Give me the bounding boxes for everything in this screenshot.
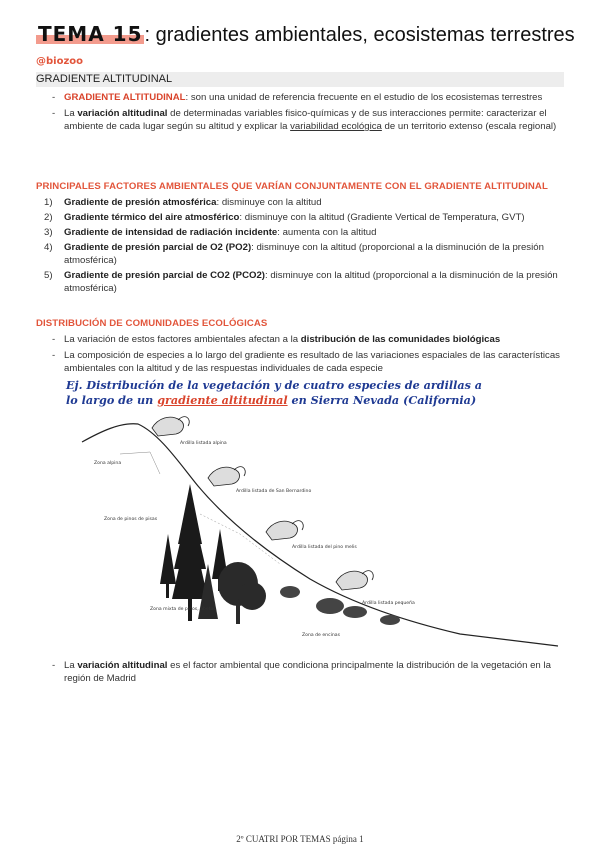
altitudinal-gradient-figure — [80, 414, 560, 650]
label-zone-alpine: Zona alpina — [94, 461, 122, 466]
factor-text: : disminuye con la altitud (proporcional a la disminución de la presión atmosférica) — [64, 242, 544, 266]
bullet-text: La composición de especies a lo largo del gradiente es resultado de las variaciones espaciales de las características ambientales con la altitud y de las respuestas individuales de cada especie — [64, 350, 560, 374]
bullet-text: de determinadas variables fisico-químicas y de sus interacciones permite: caracterizar el ambiente de cada lugar según su altitud y explicar la — [64, 108, 547, 132]
bullet-text: La — [64, 108, 78, 119]
squirrel-sanbernardino-icon — [208, 467, 245, 486]
squirrel-pine-icon — [266, 521, 303, 540]
section1-bullets — [52, 91, 564, 136]
author-handle: @biozoo — [36, 56, 84, 67]
section-heading-gradiente: GRADIENTE ALTITUDINAL — [36, 72, 564, 87]
conifer-trees — [160, 484, 228, 621]
page-footer: 2º CUATRI POR TEMAS página 1 — [236, 834, 364, 844]
underlined-term: variabilidad ecológica — [290, 121, 382, 132]
bullet-text: de un territorio extenso (escala regional) — [381, 121, 557, 132]
bullet-text: La — [64, 660, 78, 671]
caption-highlight: gradiente altitudinal — [157, 393, 288, 407]
factor-term: Gradiente de presión parcial de CO2 (PCO2) — [64, 270, 265, 281]
list-item — [52, 107, 564, 133]
title-tema: TEMA 15 — [38, 22, 143, 46]
label-squirrel-pine: Ardilla listada del pino melis — [292, 545, 357, 550]
factor-number: 3) — [44, 227, 53, 238]
mountain-slope — [82, 424, 558, 646]
figure-caption — [66, 378, 496, 408]
factor-term: Gradiente de presión parcial de O2 (PO2) — [64, 242, 252, 253]
factor-text: : disminuye con la altitud — [216, 197, 322, 208]
bullet-text: : son una unidad de referencia frecuente en el estudio de los ecosistemas terrestres — [185, 92, 543, 103]
factor-number: 5) — [44, 270, 53, 281]
factor-item-4 — [44, 241, 564, 267]
factor-number: 2) — [44, 212, 53, 223]
label-squirrel-small: Ardilla listada pequeña — [362, 601, 415, 606]
list-item — [52, 91, 564, 104]
squirrel-small-icon — [336, 571, 373, 590]
list-item — [52, 349, 564, 375]
bullet-text: es el factor ambiental que condiciona principalmente la distribución de la vegetación en la región de Madrid — [64, 660, 551, 684]
caption-text: Ej. Distribución de la vegetación y de cuatro especies de ardillas a lo largo de un — [66, 378, 483, 407]
term-distribucion: distribución de las comunidades biológicas — [300, 334, 501, 345]
bullet-text: La variación de estos factores ambientales afectan a la — [64, 334, 301, 345]
factor-item-2 — [44, 211, 564, 224]
section3-bullets-after — [52, 659, 564, 688]
mixed-trees — [198, 562, 266, 624]
term-variacion: variación altitudinal — [77, 108, 168, 119]
section-heading-factores: PRINCIPALES FACTORES AMBIENTALES QUE VARÍAN CONJUNTAMENTE CON EL GRADIENTE ALTITUDINAL — [36, 181, 548, 192]
label-squirrel-sanbernardino: Ardilla listada de San Bernardino — [236, 489, 312, 494]
factor-number: 1) — [44, 197, 53, 208]
list-item — [52, 659, 564, 685]
factor-item-5 — [44, 269, 564, 295]
label-zone-oak: Zona de encinas — [302, 633, 341, 638]
title-rest: : gradientes ambientales, ecosistemas terrestres — [144, 24, 575, 46]
factor-term: Gradiente de presión atmosférica — [64, 197, 217, 208]
squirrel-alpine-icon — [152, 417, 189, 436]
term-gradiente: GRADIENTE ALTITUDINAL — [64, 92, 186, 103]
factor-text: : disminuye con la altitud (proporcional a la disminución de la presión atmosférica) — [64, 270, 558, 294]
factor-item-3 — [44, 226, 564, 239]
label-zone-mixed: Zona mixta de pinos, abetos — [150, 607, 216, 612]
section3-bullets — [52, 333, 564, 378]
factor-text: : disminuye con la altitud (Gradiente Vertical de Temperatura, GVT) — [239, 212, 525, 223]
label-squirrel-alpine: Ardilla listada alpina — [180, 441, 227, 446]
factor-term: Gradiente térmico del aire atmosférico — [64, 212, 240, 223]
label-zone-pine: Zona de pinos de pisas — [104, 517, 158, 522]
factors-list — [44, 196, 564, 297]
factor-text: : aumenta con la altitud — [277, 227, 377, 238]
term-variacion: variación altitudinal — [77, 660, 168, 671]
page-title — [36, 22, 575, 47]
section-heading-distribucion: DISTRIBUCIÓN DE COMUNIDADES ECOLÓGICAS — [36, 318, 268, 329]
factor-item-1 — [44, 196, 564, 209]
factor-number: 4) — [44, 242, 53, 253]
factor-term: Gradiente de intensidad de radiación incidente — [64, 227, 278, 238]
list-item — [52, 333, 564, 346]
caption-text: en Sierra Nevada (California) — [287, 393, 477, 407]
